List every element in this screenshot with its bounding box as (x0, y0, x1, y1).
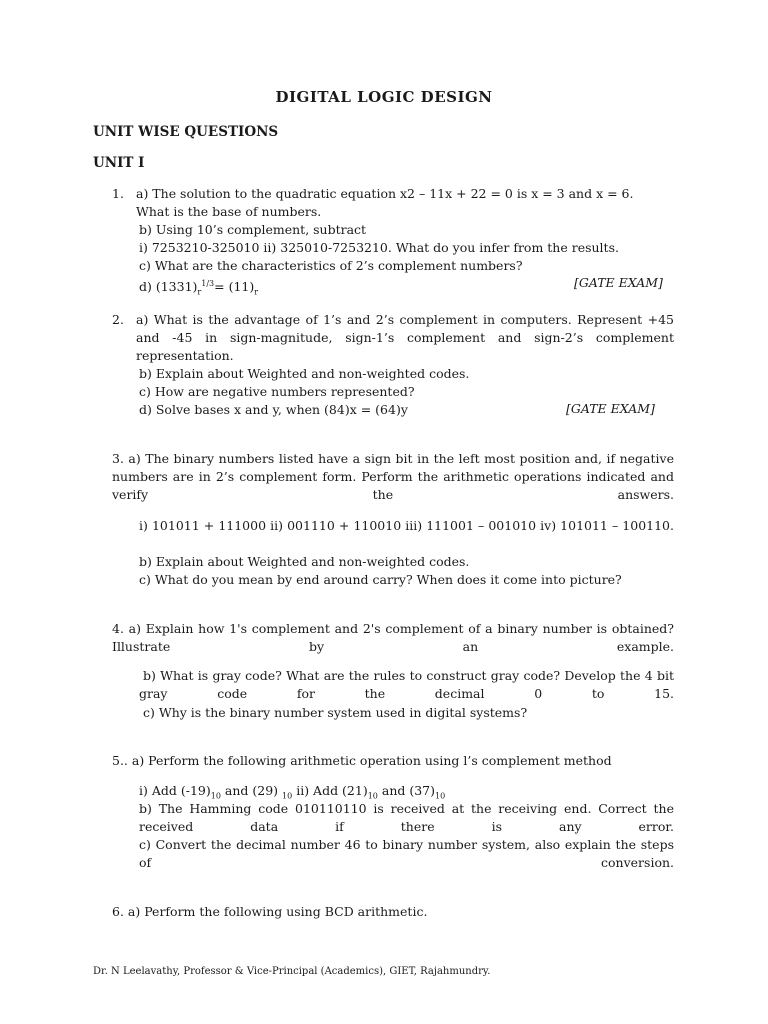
q5-part-c: c) Convert the decimal number 46 to binary number system, also explain the steps of conversion. (139, 837, 674, 870)
document-title: DIGITAL LOGIC DESIGN (275, 88, 493, 106)
q4-part-a: 4. a) Explain how 1's complement and 2's complement of a binary number is obtained? Illustrate by an example. (112, 621, 674, 654)
q6-part-a: 6. a) Perform the following using BCD arithmetic. (112, 904, 428, 919)
unit-heading: UNIT I (93, 155, 145, 171)
q3-part-b: b) Explain about Weighted and non-weighted codes. (139, 554, 470, 569)
q3-part-a: 3. a) The binary numbers listed have a sign bit in the left most position and, if negative numbers are in 2’s complement form. Perform the arithmetic operations indicated and verify the answers. (112, 451, 674, 502)
q3-example: i) 101011 + 111000 ii) 001110 + 110010 iii) 111001 – 001010 iv) 101011 – 100110. (139, 518, 674, 533)
q1-part-d: d) $(1331)_r^{1/3}= (11)_r$ (139, 279, 259, 297)
page-footer: Dr. N Leelavathy, Professor & Vice-Principal (Academics), GIET, Rajahmundry. (93, 966, 491, 977)
q1-part-a-line1: a) The solution to the quadratic equation x2 – 11x + 22 = 0 is x = 3 and x = 6. (136, 186, 634, 201)
q5-part-b: b) The Hamming code 010110110 is received at the receiving end. Correct the received data if there is any error. (139, 801, 674, 834)
q2-part-d: d) Solve bases x and y, when (84)x = (64)y (139, 402, 408, 417)
q4-part-b: b) What is gray code? What are the rules to construct gray code? Develop the 4 bit gray code for the decimal 0 to 15. (139, 668, 674, 701)
q2-gate-exam-tag: [GATE EXAM] (566, 401, 655, 416)
q2-part-b: b) Explain about Weighted and non-weighted codes. (139, 366, 470, 381)
q4-part-c: c) Why is the binary number system used in digital systems? (143, 705, 528, 720)
section-heading: UNIT WISE QUESTIONS (93, 124, 279, 140)
q2-part-a: a) What is the advantage of 1’s and 2’s complement in computers. Represent +45 and -45 in sign-magnitude, sign-1’s complement and sign-2’s complement representation. (136, 312, 674, 363)
q1-part-a-line2: What is the base of numbers. (136, 204, 322, 219)
q1-part-b-example: i) 7253210-325010 ii) 325010-7253210. What do you infer from the results. (139, 240, 619, 255)
q1-gate-exam-tag: [GATE EXAM] (574, 275, 663, 290)
q5-part-a: 5.. a) Perform the following arithmetic operation using l’s complement method (112, 753, 612, 768)
q1-part-c: c) What are the characteristics of 2’s complement numbers? (139, 258, 523, 273)
q3-part-c: c) What do you mean by end around carry? When does it come into picture? (139, 572, 622, 587)
q2-number: 2. (112, 312, 124, 327)
q1-part-b: b) Using 10’s complement, subtract (139, 222, 367, 237)
q5-example: i) Add $(-19)_{10}$ and (29) $_{10}$ ii) Add $(21)_{10}$ and $(37)_{10}$ (139, 783, 446, 801)
q2-part-c: c) How are negative numbers represented? (139, 384, 415, 399)
q1-number: 1. (112, 186, 124, 201)
